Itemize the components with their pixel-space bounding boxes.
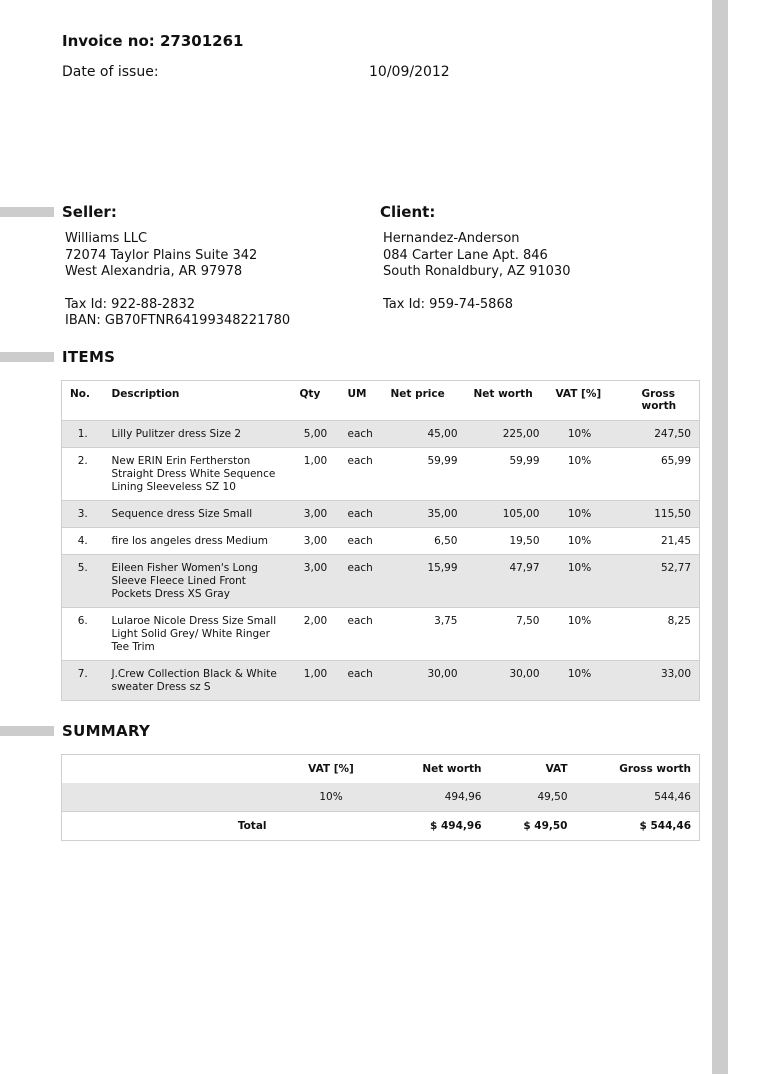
item-qty: 1,00 xyxy=(303,455,328,467)
table-row xyxy=(62,608,700,661)
item-no: 4. xyxy=(77,535,88,547)
item-net-worth: 7,50 xyxy=(516,615,540,627)
table-row xyxy=(62,528,700,555)
item-net-price: 35,00 xyxy=(427,508,458,520)
item-gross-worth: 65,99 xyxy=(660,455,691,467)
summary-vat-rate: 10% xyxy=(319,791,343,803)
item-um: each xyxy=(347,455,373,467)
summary-total-vat: $ 49,50 xyxy=(490,812,576,841)
item-net-worth: 30,00 xyxy=(509,668,540,680)
seller-heading: Seller: xyxy=(62,203,117,221)
col-header-no: No. xyxy=(62,381,104,421)
date-of-issue-value: 10/09/2012 xyxy=(369,64,450,80)
summary-header-row xyxy=(62,755,700,784)
items-header-row xyxy=(62,381,700,421)
item-qty: 3,00 xyxy=(303,508,328,520)
item-vat: 10% xyxy=(567,455,592,467)
item-qty: 3,00 xyxy=(303,535,328,547)
col-header-um: UM xyxy=(340,381,383,421)
seller-address-line2: West Alexandria, AR 97978 xyxy=(65,264,243,279)
item-net-price: 15,99 xyxy=(427,562,458,574)
client-heading: Client: xyxy=(380,203,436,221)
item-qty: 3,00 xyxy=(303,562,328,574)
client-address-line2: South Ronaldbury, AZ 91030 xyxy=(383,264,571,279)
col-header-gross-worth: Gross worth xyxy=(612,381,700,421)
seller-iban: IBAN: GB70FTNR64199348221780 xyxy=(65,313,291,328)
item-qty: 2,00 xyxy=(303,615,328,627)
summary-row xyxy=(62,783,700,812)
item-qty: 5,00 xyxy=(303,428,328,440)
item-gross-worth: 8,25 xyxy=(667,615,691,627)
col-header-qty: Qty xyxy=(292,381,340,421)
item-description: J.Crew Collection Black & White sweater Dress sz S xyxy=(111,668,277,693)
table-row xyxy=(62,421,700,448)
client-address-line1: 084 Carter Lane Apt. 846 xyxy=(383,247,548,263)
col-header-vat: VAT [%] xyxy=(548,381,612,421)
item-net-worth: 47,97 xyxy=(509,562,540,574)
item-description: Sequence dress Size Small xyxy=(111,508,253,520)
summary-net-worth: 494,96 xyxy=(444,791,482,803)
items-table xyxy=(61,380,700,701)
item-vat: 10% xyxy=(567,428,592,440)
invoice-title: Invoice no: 27301261 xyxy=(62,32,244,50)
right-edge-bar xyxy=(712,0,728,1074)
table-row xyxy=(62,661,700,701)
col-header-net-worth: Net worth xyxy=(466,381,548,421)
table-row xyxy=(62,448,700,501)
item-net-worth: 19,50 xyxy=(509,535,540,547)
summary-spacer xyxy=(62,755,275,784)
summary-col-vat: VAT xyxy=(545,763,568,775)
item-net-price: 30,00 xyxy=(427,668,458,680)
client-details xyxy=(383,231,570,313)
item-um: each xyxy=(347,668,373,680)
item-vat: 10% xyxy=(567,562,592,574)
item-qty: 1,00 xyxy=(303,668,328,680)
item-description: Lularoe Nicole Dress Size Small Light Solid Grey/ White Ringer Tee Trim xyxy=(111,615,277,653)
table-row xyxy=(62,555,700,608)
summary-heading: SUMMARY xyxy=(62,722,151,740)
item-gross-worth: 115,50 xyxy=(654,508,691,520)
item-vat: 10% xyxy=(567,668,592,680)
item-description: New ERIN Erin Fertherston Straight Dress White Sequence Lining Sleeveless SZ 10 xyxy=(111,455,276,493)
client-name: Hernandez-Anderson xyxy=(383,231,520,246)
summary-col-vat-rate: VAT [%] xyxy=(308,763,354,775)
summary-total-row xyxy=(62,812,700,841)
item-um: each xyxy=(347,428,373,440)
seller-details xyxy=(65,231,290,330)
summary-table xyxy=(61,754,700,841)
summary-row-spacer xyxy=(62,783,275,812)
summary-section-bar xyxy=(0,726,54,736)
summary-vat: 49,50 xyxy=(537,791,568,803)
item-um: each xyxy=(347,535,373,547)
summary-col-net-worth: Net worth xyxy=(422,763,482,775)
item-vat: 10% xyxy=(567,615,592,627)
item-no: 3. xyxy=(77,508,88,520)
client-tax-id: Tax Id: 959-74-5868 xyxy=(383,296,513,312)
item-net-price: 45,00 xyxy=(427,428,458,440)
item-no: 6. xyxy=(77,615,88,627)
summary-total-label: Total xyxy=(62,812,275,841)
item-description: Eileen Fisher Women's Long Sleeve Fleece Lined Front Pockets Dress XS Gray xyxy=(111,562,258,600)
summary-total-spacer xyxy=(275,812,388,841)
summary-gross-worth: 544,46 xyxy=(654,791,691,803)
seller-address-line1: 72074 Taylor Plains Suite 342 xyxy=(65,247,258,263)
col-header-net-price: Net price xyxy=(383,381,466,421)
date-of-issue-label: Date of issue: xyxy=(62,64,159,80)
item-no: 1. xyxy=(77,428,88,440)
item-description: fire los angeles dress Medium xyxy=(111,535,269,547)
item-um: each xyxy=(347,508,373,520)
col-header-description: Description xyxy=(104,381,292,421)
summary-total-net-worth: $ 494,96 xyxy=(388,812,490,841)
item-gross-worth: 21,45 xyxy=(660,535,691,547)
summary-col-gross-worth: Gross worth xyxy=(619,763,691,775)
summary-total-gross-worth: $ 544,46 xyxy=(576,812,700,841)
table-row xyxy=(62,501,700,528)
item-gross-worth: 247,50 xyxy=(654,428,691,440)
item-no: 7. xyxy=(77,668,88,680)
item-net-price: 3,75 xyxy=(434,615,458,627)
item-net-price: 59,99 xyxy=(427,455,458,467)
item-um: each xyxy=(347,562,373,574)
seller-section-bar xyxy=(0,207,54,217)
items-heading: ITEMS xyxy=(62,348,116,366)
item-no: 5. xyxy=(77,562,88,574)
seller-name: Williams LLC xyxy=(65,231,148,246)
item-gross-worth: 52,77 xyxy=(660,562,691,574)
item-net-worth: 59,99 xyxy=(509,455,540,467)
item-gross-worth: 33,00 xyxy=(660,668,691,680)
items-section-bar xyxy=(0,352,54,362)
item-vat: 10% xyxy=(567,535,592,547)
item-net-worth: 105,00 xyxy=(502,508,540,520)
item-net-price: 6,50 xyxy=(434,535,458,547)
item-vat: 10% xyxy=(567,508,592,520)
item-net-worth: 225,00 xyxy=(502,428,540,440)
item-no: 2. xyxy=(77,455,88,467)
item-um: each xyxy=(347,615,373,627)
seller-tax-id: Tax Id: 922-88-2832 xyxy=(65,296,195,312)
item-description: Lilly Pulitzer dress Size 2 xyxy=(111,428,242,440)
